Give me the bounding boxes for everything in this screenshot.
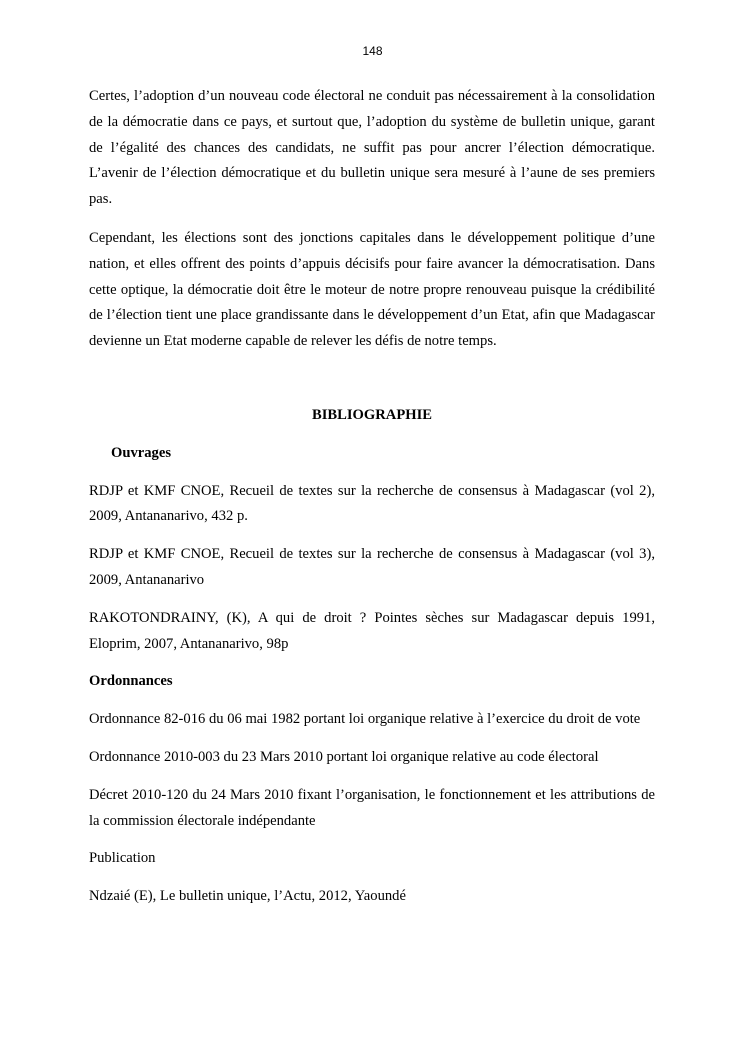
ouvrages-heading: Ouvrages [111,444,171,461]
ordonnance-entry-2: Ordonnance 2010-003 du 23 Mars 2010 portant loi organique relative au code électoral [89,748,599,765]
ouvrage-entry-3: RAKOTONDRAINY, (K), A qui de droit ? Pointes sèches sur Madagascar depuis 1991, Eloprim, 2007, Antananarivo, 98p [89,609,655,652]
publication-entry-1: Ndzaié (E), Le bulletin unique, l’Actu, 2012, Yaoundé [89,888,406,905]
ordonnances-heading: Ordonnances [89,673,173,690]
ouvrage-entry-1: RDJP et KMF CNOE, Recueil de textes sur la recherche de consensus à Madagascar (vol 2), 2009, Antananarivo, 432 p. [89,482,655,525]
page-content [89,84,655,922]
page-number: 148 [362,44,383,58]
decret-entry: Décret 2010-120 du 24 Mars 2010 fixant l’organisation, le fonctionnement et les attributions de la commission électorale indépendante [89,786,655,829]
conclusion-paragraph-2: Cependant, les élections sont des jonctions capitales dans le développement politique d’une nation, et elles offrent des points d’appuis décisifs pour faire avancer la démocratisation. Dans cette optique, la démocratie doit être le moteur de notre propre renouveau puisque la crédibilité de l’élection tient une place grandissante dans le développement d’un Etat, afin que Madagascar devienne un Etat moderne capable de relever les défis de notre temps. [89,229,655,350]
bibliography-title: BIBLIOGRAPHIE [311,406,433,423]
ordonnance-entry-1: Ordonnance 82-016 du 06 mai 1982 portant loi organique relative à l’exercice du droit de vote [89,711,641,728]
publication-heading: Publication [89,850,156,867]
ouvrage-entry-2: RDJP et KMF CNOE, Recueil de textes sur la recherche de consensus à Madagascar (vol 3), 2009, Antananarivo [89,546,655,588]
conclusion-paragraph-1: Certes, l’adoption d’un nouveau code électoral ne conduit pas nécessairement à la consolidation de la démocratie dans ce pays, et surtout que, l’adoption du système de bulletin unique, garant de l’égalité des chances des candidats, ne suffit pas pour ancrer l’élection démocratique. L’avenir de l’élection démocratique et du bulletin unique sera mesuré à l’aune de ses premiers pas. [89,88,655,208]
